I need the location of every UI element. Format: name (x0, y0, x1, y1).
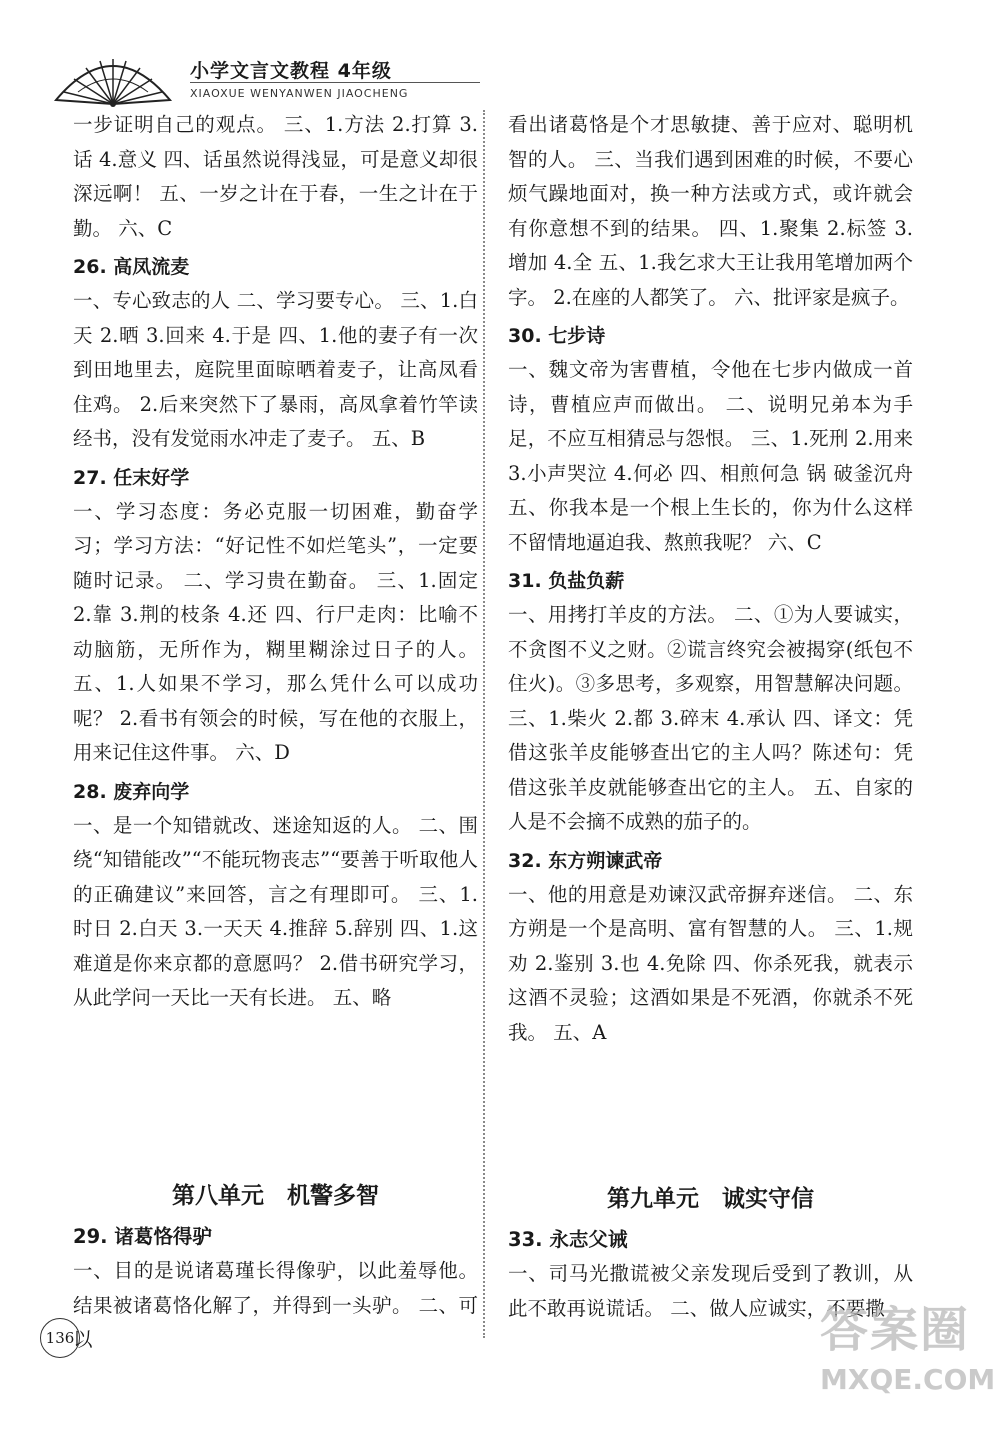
answer-paragraph: 一步证明自己的观点。 三、1.方法 2.打算 3.话 4.意义 四、话虽然说得浅显，可是意义却很深远啊！ 五、一岁之计在于春，一生之计在于勤。 六、C (73, 113, 478, 240)
answer-paragraph: 一、是一个知错就改、迷途知返的人。 二、围绕“知错能改”“不能玩物丧志”“要善于听取他人的正确建议”来回答，言之有理即可。 三、1.时日 2.白天 3.一天天 4.推辞 5.辞别 四、1.这难道是你来京都的意愿吗？ 2.借书研究学习，从此学问一天比一天有长进。 五、略 (73, 813, 478, 1009)
unit-block-left (73, 1176, 478, 1358)
book-subtitle: XIAOXUE WENYANWEN JIAOCHENG (190, 87, 409, 100)
answer-paragraph: 看出诸葛恪是个才思敏捷、善于应对、聪明机智的人。 三、当我们遇到困难的时候，不要心烦气躁地面对，换一种方法或方式，或许就会有你意想不到的结果。 四、1.聚集 2.标签 3.增加 4.全 五、1.我乞求大王让我用笔增加两个字。 2.在座的人都笑了。 六、批评家是疯子。 (508, 113, 913, 309)
page-header (40, 40, 470, 110)
section-title: 33. 永志父诫 (508, 1228, 628, 1251)
watermark-logo-text: 答案圈 (820, 1302, 971, 1358)
unit-title: 第八单元 机警多智 (172, 1182, 379, 1209)
section-title: 27. 任末好学 (73, 466, 190, 489)
page-number: 136 (40, 1318, 80, 1358)
header-divider (190, 82, 480, 83)
answer-paragraph: 一、专心致志的人 二、学习要专心。 三、1.白天 2.晒 3.回来 4.于是 四、1.他的妻子有一次到田地里去，庭院里面晾晒着麦子，让高凤看住鸡。 2.后来突然下了暴雨，高凤拿着竹竿读经书，没有发觉雨水冲走了麦子。 五、B (73, 289, 478, 450)
answer-paragraph: 一、用拷打羊皮的方法。 二、①为人要诚实，不贪图不义之财。②谎言终究会被揭穿(纸包不住火)。③多思考，多观察，用智慧解决问题。 三、1.柴火 2.都 3.碎末 4.承认 四、译文：凭借这张羊皮能够查出它的主人吗？陈述句：凭借这张羊皮就能够查出它的主人。 五、自家的人是不会摘不成熟的茄子的。 (508, 603, 913, 833)
answer-paragraph: 一、学习态度：务必克服一切困难，勤奋学习；学习方法：“好记性不如烂笔头”，一定要随时记录。 二、学习贵在勤奋。 三、1.固定 2.靠 3.荆的枝条 4.还 四、行尸走肉：比喻不动脑筋，无所作为，糊里糊涂过日子的人。 五、1.人如果不学习，那么凭什么可以成功呢？ 2.看书有领会的时候，写在他的衣服上，用来记住这件事。 六、D (73, 499, 478, 764)
section-title: 28. 废弃向学 (73, 780, 190, 803)
answer-paragraph: 一、魏文帝为害曹植，令他在七步内做成一首诗，曹植应声而做出。 二、说明兄弟本为手足，不应互相猜忌与怨恨。 三、1.死刑 2.用来 3.小声哭泣 4.何必 四、相煎何急 锅 破釜沉舟 五、你我本是一个根上生长的，你为什么这样不留情地逼迫我、熬煎我呢？ 六、C (508, 358, 913, 554)
unit-title: 第九单元 诚实守信 (607, 1185, 814, 1212)
answer-paragraph: 一、目的是说诸葛瑾长得像驴，以此羞辱他。结果被诸葛恪化解了，并得到一头驴。 二、可以 (73, 1259, 478, 1351)
column-divider (483, 110, 485, 1338)
answer-paragraph: 一、司马光撒谎被父亲发现后受到了教训，从此不敢再说谎话。 二、做人应诚实，不要撒 (508, 1262, 913, 1320)
folding-fan-icon (48, 46, 178, 110)
section-title: 29. 诸葛恪得驴 (73, 1225, 212, 1248)
section-title: 26. 高凤流麦 (73, 256, 190, 278)
section-title: 32. 东方朔谏武帝 (508, 849, 663, 872)
section-title: 31. 负盐负薪 (508, 570, 625, 592)
right-column (508, 108, 913, 1050)
site-watermark (820, 1300, 995, 1425)
book-title: 小学文言文教程 4年级 (190, 60, 392, 82)
watermark-url: MXQE.COM (820, 1363, 996, 1396)
left-column (73, 108, 478, 1016)
section-title: 30. 七步诗 (508, 325, 606, 347)
answer-paragraph: 一、他的用意是劝谏汉武帝摒弃迷信。 二、东方朔是一个是高明、富有智慧的人。 三、1.规劝 2.鉴别 3.也 4.免除 四、你杀死我，就表示这酒不灵验；这酒如果是不死酒，你就杀不死我。 五、A (508, 882, 913, 1044)
